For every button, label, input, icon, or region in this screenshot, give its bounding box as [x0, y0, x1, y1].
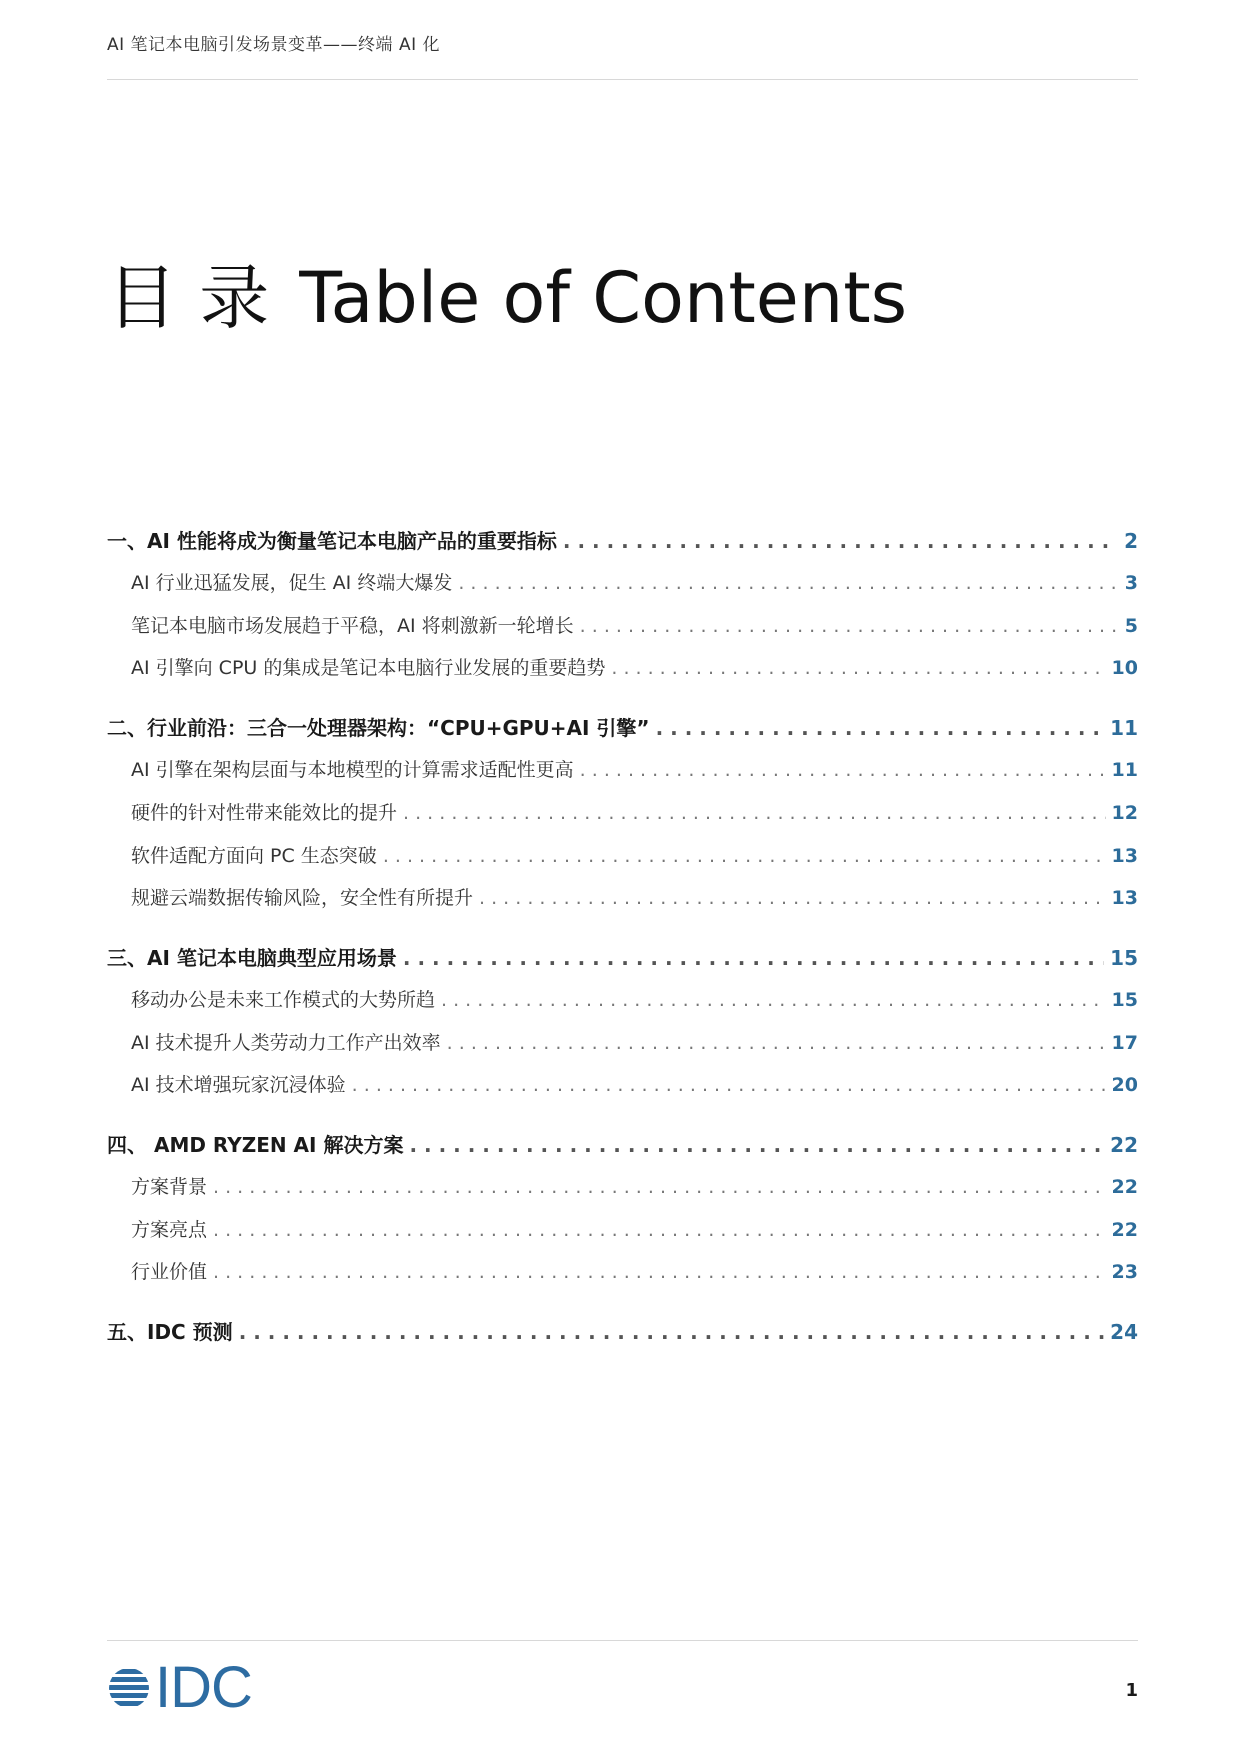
- toc-subsection[interactable]: [107, 985, 1138, 1015]
- toc-subsection[interactable]: [107, 1215, 1138, 1245]
- toc-dot-leader: [441, 989, 1106, 1011]
- toc-entry-page: 5: [1124, 615, 1138, 637]
- toc-dot-leader: [403, 802, 1106, 824]
- toc-subsection[interactable]: [107, 1070, 1138, 1100]
- toc-dot-leader: [580, 615, 1119, 637]
- toc-subsection[interactable]: [107, 1172, 1138, 1202]
- toc-subsection[interactable]: [107, 1028, 1138, 1058]
- toc-section[interactable]: [107, 525, 1138, 555]
- toc-entry-label: 硬件的针对性带来能效比的提升: [131, 802, 398, 824]
- toc-entry-label: 软件适配方面向 PC 生态突破: [131, 845, 377, 867]
- toc-entry-page: 24: [1110, 1320, 1138, 1344]
- toc-entry-label: 一、AI 性能将成为衡量笔记本电脑产品的重要指标: [107, 529, 557, 553]
- toc-entry-page: 15: [1110, 946, 1138, 970]
- toc-subsection[interactable]: [107, 1257, 1138, 1287]
- toc-entry-page: 17: [1111, 1032, 1138, 1054]
- toc-entry-label: AI 技术增强玩家沉浸体验: [131, 1074, 346, 1096]
- toc-dot-leader: [409, 1133, 1104, 1157]
- idc-logo-icon: [107, 1666, 151, 1710]
- toc-entry-page: 11: [1110, 716, 1138, 740]
- footer-divider: [107, 1640, 1138, 1641]
- toc-entry-label: 方案亮点: [131, 1219, 208, 1241]
- toc-dot-leader: [213, 1261, 1106, 1283]
- toc-dot-leader: [563, 529, 1118, 553]
- toc-entry-label: 五、IDC 预测: [107, 1320, 233, 1344]
- running-header: AI 笔记本电脑引发场景变革——终端 AI 化: [107, 35, 440, 55]
- toc-entry-page: 12: [1111, 802, 1138, 824]
- toc-dot-leader: [213, 1176, 1106, 1198]
- toc-subsection[interactable]: [107, 611, 1138, 641]
- header-divider: [107, 79, 1138, 80]
- toc-entry-label: AI 引擎在架构层面与本地模型的计算需求适配性更高: [131, 759, 574, 781]
- toc-dot-leader: [447, 1032, 1106, 1054]
- toc-subsection[interactable]: [107, 755, 1138, 785]
- toc-section[interactable]: [107, 1129, 1138, 1159]
- toc-entry-page: 3: [1124, 572, 1138, 594]
- toc-entry-page: 13: [1111, 845, 1138, 867]
- idc-logo-text: IDC: [155, 1655, 252, 1720]
- toc-entry-page: 2: [1124, 529, 1138, 553]
- toc-dot-leader: [656, 716, 1105, 740]
- toc-entry-label: AI 引擎向 CPU 的集成是笔记本电脑行业发展的重要趋势: [131, 657, 606, 679]
- toc-entry-page: 13: [1111, 887, 1138, 909]
- toc-entry-label: 移动办公是未来工作模式的大势所趋: [131, 989, 436, 1011]
- toc-entry-page: 11: [1111, 759, 1138, 781]
- toc-subsection[interactable]: [107, 568, 1138, 598]
- toc-subsection[interactable]: [107, 841, 1138, 871]
- toc-entry-label: 三、AI 笔记本电脑典型应用场景: [107, 946, 397, 970]
- toc-subsection[interactable]: [107, 883, 1138, 913]
- toc-section[interactable]: [107, 712, 1138, 742]
- toc-dot-leader: [383, 845, 1106, 867]
- toc-entry-label: AI 行业迅猛发展，促生 AI 终端大爆发: [131, 572, 453, 594]
- toc-entry-label: 方案背景: [131, 1176, 208, 1198]
- toc-entry-label: 二、行业前沿：三合一处理器架构：“CPU+GPU+AI 引擎”: [107, 716, 650, 740]
- toc-dot-leader: [458, 572, 1118, 594]
- toc-dot-leader: [403, 946, 1104, 970]
- toc-dot-leader: [479, 887, 1106, 909]
- toc-entry-label: 四、 AMD RYZEN AI 解决方案: [107, 1133, 404, 1157]
- title-chinese: 目 录: [107, 257, 270, 339]
- toc-entry-label: AI 技术提升人类劳动力工作产出效率: [131, 1032, 441, 1054]
- toc-entry-page: 22: [1111, 1176, 1138, 1198]
- toc-subsection[interactable]: [107, 798, 1138, 828]
- toc-dot-leader: [611, 657, 1105, 679]
- toc-entry-page: 15: [1111, 989, 1138, 1011]
- toc-entry-page: 23: [1111, 1261, 1138, 1283]
- idc-logo: [107, 1655, 252, 1720]
- toc-entry-page: 22: [1111, 1219, 1138, 1241]
- toc-subsection[interactable]: [107, 653, 1138, 683]
- toc-entry-label: 规避云端数据传输风险，安全性有所提升: [131, 887, 474, 909]
- toc-entry-page: 22: [1110, 1133, 1138, 1157]
- toc-dot-leader: [580, 759, 1106, 781]
- toc-dot-leader: [352, 1074, 1106, 1096]
- toc-entry-page: 20: [1111, 1074, 1138, 1096]
- toc-entry-label: 笔记本电脑市场发展趋于平稳，AI 将刺激新一轮增长: [131, 615, 574, 637]
- title-english: Table of Contents: [299, 257, 908, 339]
- toc-entry-label: 行业价值: [131, 1261, 208, 1283]
- toc-section[interactable]: [107, 1316, 1138, 1346]
- toc-dot-leader: [239, 1320, 1104, 1344]
- toc-dot-leader: [213, 1219, 1106, 1241]
- toc-entry-page: 10: [1111, 657, 1138, 679]
- toc-section[interactable]: [107, 942, 1138, 972]
- page-title: [107, 258, 907, 338]
- page-number: 1: [1125, 1680, 1138, 1701]
